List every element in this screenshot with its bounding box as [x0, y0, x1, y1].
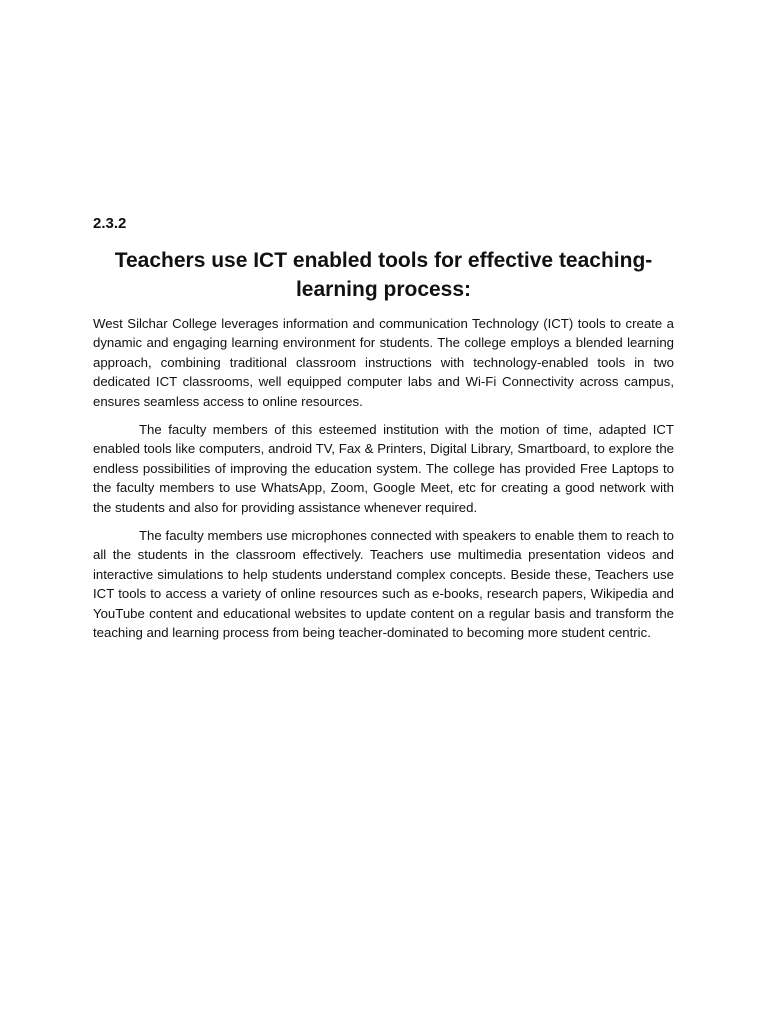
document-body	[93, 214, 674, 652]
paragraph-intro: West Silchar College leverages information and communication Technology (ICT) tools to create a dynamic and engaging learning environment for students. The college employs a blended learning approach, combining traditional classroom instructions with technology-enabled tools in two dedicated ICT classrooms, well equipped computer labs and Wi-Fi Connectivity across campus, ensures seamless access to online resources.	[93, 316, 674, 409]
paragraph-faculty-tools: The faculty members of this esteemed institution with the motion of time, adapted ICT enabled tools like computers, android TV, Fax & Printers, Digital Library, Smartboard, to explore the endless possibilities of improving the education system. The college has provided Free Laptops to the faculty members to use WhatsApp, Zoom, Google Meet, etc for creating a good network with the students and also for providing assistance whenever required.	[93, 422, 674, 515]
paragraph-classroom-ict: The faculty members use microphones connected with speakers to enable them to reach to all the students in the classroom effectively. Teachers use multimedia presentation videos and interactive simulations to help students understand complex concepts. Beside these, Teachers use ICT tools to access a variety of online resources such as e-books, research papers, Wikipedia and YouTube content and educational websites to update content on a regular basis and transform the teaching and learning process from being teacher-dominated to becoming more student centric.	[93, 528, 674, 641]
document-title: Teachers use ICT enabled tools for effective teaching-learning process:	[114, 249, 653, 301]
section-number: 2.3.2	[93, 215, 127, 232]
